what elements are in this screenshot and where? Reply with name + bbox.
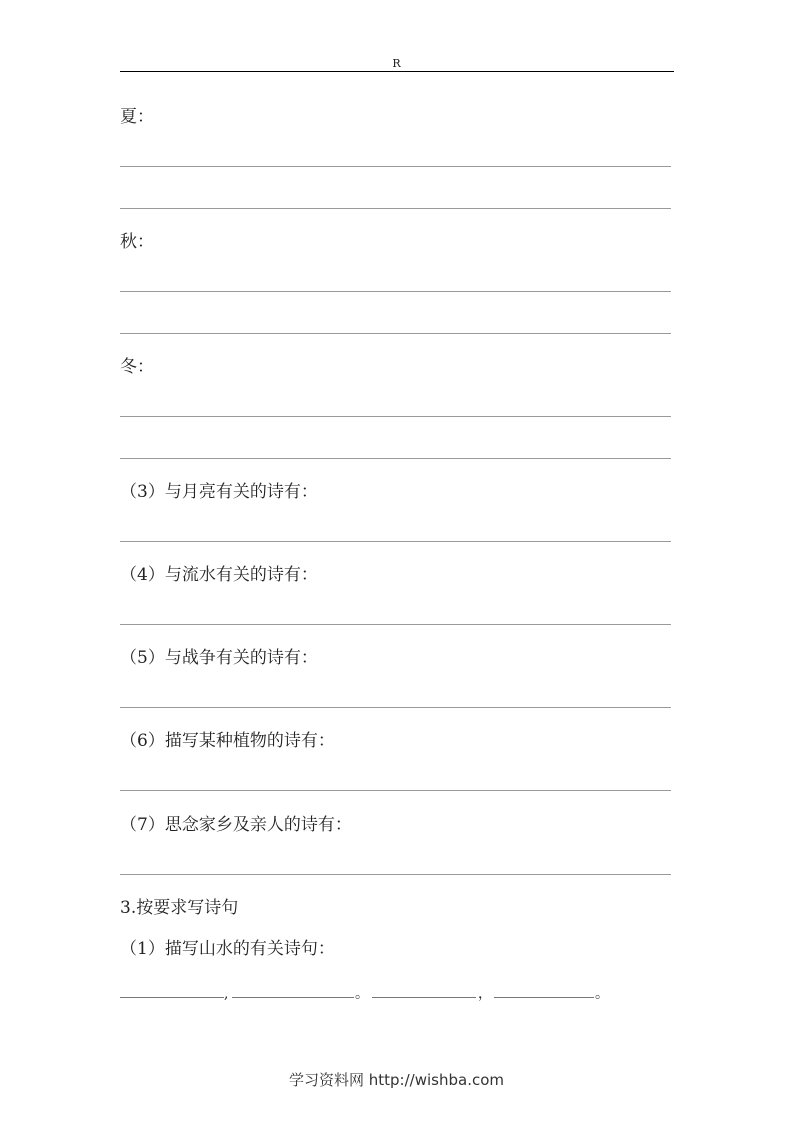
period-mark: 。 bbox=[595, 986, 609, 1002]
question-5: （5）与战争有关的诗有： bbox=[120, 648, 318, 668]
answer-line bbox=[120, 874, 671, 875]
comma-mark: ， bbox=[478, 986, 492, 1002]
answer-line bbox=[120, 333, 671, 334]
answer-line bbox=[120, 541, 671, 542]
part3-subquestion-1: （1）描写山水的有关诗句： bbox=[120, 939, 335, 959]
answer-line bbox=[120, 208, 671, 209]
part3-title: 3.按要求写诗句 bbox=[120, 898, 239, 918]
answer-line bbox=[120, 790, 671, 791]
period-mark: 。 bbox=[355, 986, 369, 1002]
fill-blank bbox=[494, 985, 594, 998]
fill-blank bbox=[120, 985, 224, 998]
answer-line bbox=[120, 458, 671, 459]
header-mark: R bbox=[392, 57, 401, 70]
answer-line bbox=[120, 707, 671, 708]
question-3: （3）与月亮有关的诗有： bbox=[120, 482, 318, 502]
answer-line bbox=[120, 624, 671, 625]
answer-line bbox=[120, 291, 671, 292]
section-summer-label: 夏： bbox=[120, 107, 154, 127]
fill-blank bbox=[232, 985, 354, 998]
question-6: （6）描写某种植物的诗有： bbox=[120, 731, 335, 751]
answer-line bbox=[120, 416, 671, 417]
question-7: （7）思念家乡及亲人的诗有： bbox=[120, 815, 352, 835]
footer-source: 学习资料网 http://wishba.com bbox=[289, 1071, 504, 1089]
answer-line bbox=[120, 166, 671, 167]
header-rule bbox=[120, 71, 674, 72]
fill-blank bbox=[372, 985, 476, 998]
question-4: （4）与流水有关的诗有： bbox=[120, 565, 318, 585]
section-autumn-label: 秋： bbox=[120, 232, 154, 252]
comma-mark: , bbox=[224, 986, 229, 1002]
section-winter-label: 冬： bbox=[120, 357, 154, 377]
